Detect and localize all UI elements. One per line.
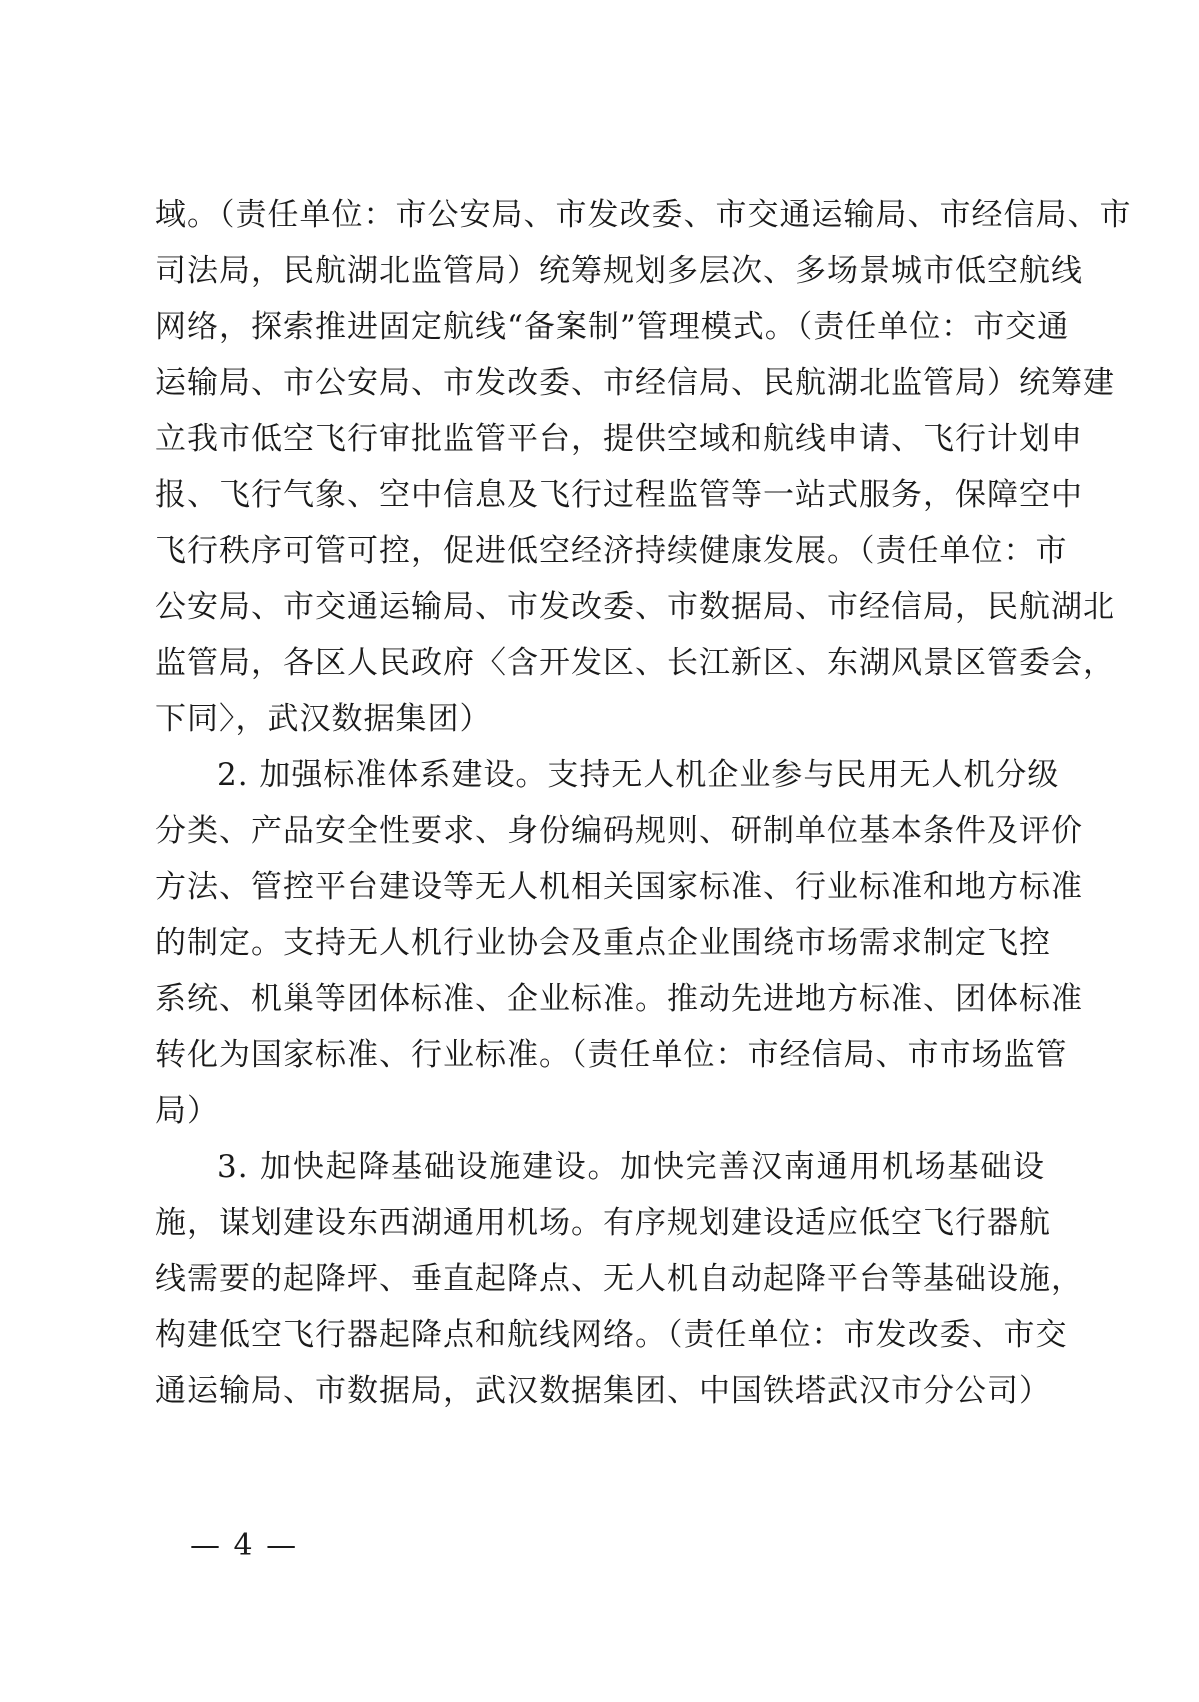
paragraph-line: 2. 加强标准体系建设。支持无人机企业参与民用无人机分级 bbox=[217, 757, 1060, 793]
paragraph-line: 施，谋划建设东西湖通用机场。有序规划建设适应低空飞行器航 bbox=[155, 1205, 1051, 1241]
paragraph-line: 公安局、市交通运输局、市发改委、市数据局、市经信局，民航湖北 bbox=[155, 589, 1115, 625]
paragraph-line: 飞行秩序可管可控，促进低空经济持续健康发展。（责任单位：市 bbox=[155, 533, 1068, 569]
paragraph-line: 报、飞行气象、空中信息及飞行过程监管等一站式服务，保障空中 bbox=[155, 477, 1083, 513]
paragraph-line: 运输局、市公安局、市发改委、市经信局、民航湖北监管局）统筹建 bbox=[155, 365, 1115, 401]
paragraph-line: 3. 加快起降基础设施建设。加快完善汉南通用机场基础设 bbox=[217, 1149, 1045, 1185]
paragraph-line: 下同〉，武汉数据集团） bbox=[155, 701, 492, 737]
paragraph-line: 系统、机巢等团体标准、企业标准。推动先进地方标准、团体标准 bbox=[155, 981, 1083, 1017]
paragraph-line: 转化为国家标准、行业标准。（责任单位：市经信局、市市场监管 bbox=[155, 1037, 1068, 1073]
paragraph-line: 局） bbox=[155, 1093, 219, 1129]
paragraph-line: 线需要的起降坪、垂直起降点、无人机自动起降平台等基础设施， bbox=[155, 1261, 1083, 1297]
paragraph-line: 方法、管控平台建设等无人机相关国家标准、行业标准和地方标准 bbox=[155, 869, 1083, 905]
paragraph-line: 司法局，民航湖北监管局）统筹规划多层次、多场景城市低空航线 bbox=[155, 253, 1083, 289]
paragraph-line: 监管局，各区人民政府〈含开发区、长江新区、东湖风景区管委会， bbox=[155, 645, 1115, 681]
paragraph-line: 分类、产品安全性要求、身份编码规则、研制单位基本条件及评价 bbox=[155, 813, 1083, 849]
paragraph-line: 通运输局、市数据局，武汉数据集团、中国铁塔武汉市分公司） bbox=[155, 1373, 1051, 1409]
paragraph-line: 网络，探索推进固定航线“备案制”管理模式。（责任单位：市交通 bbox=[155, 309, 1070, 345]
paragraph-line: 立我市低空飞行审批监管平台，提供空域和航线申请、飞行计划申 bbox=[155, 421, 1083, 457]
paragraph-line: 的制定。支持无人机行业协会及重点企业围绕市场需求制定飞控 bbox=[155, 925, 1051, 961]
page-number: — 4 — bbox=[190, 1528, 299, 1563]
paragraph-line: 域。（责任单位：市公安局、市发改委、市交通运输局、市经信局、市 bbox=[155, 197, 1132, 233]
paragraph-line: 构建低空飞行器起降点和航线网络。（责任单位：市发改委、市交 bbox=[155, 1317, 1068, 1353]
